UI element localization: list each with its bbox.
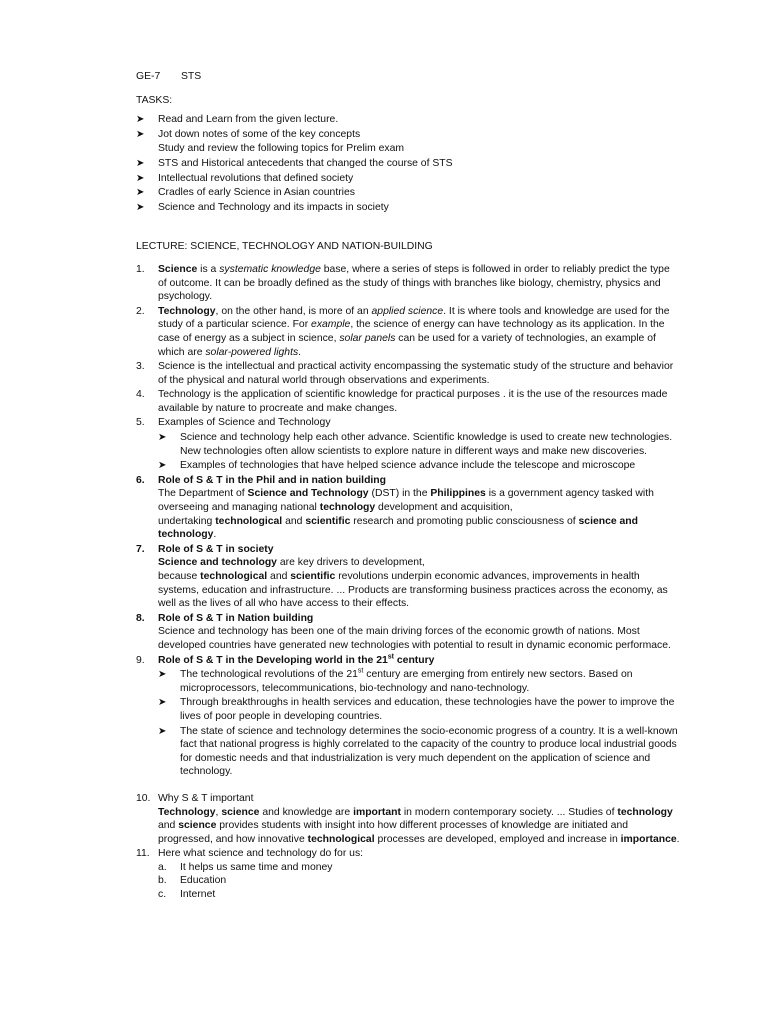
topic-item: ➤ Intellectual revolutions that defined society [136,172,354,184]
list-item: 3. Science is the intellectual and practical activity encompassing the systematic study of the structure and behavior of the physical and natural world through observations and experiments. [136,361,674,386]
arrow-bullet-icon: ➤ [136,172,145,184]
list-item: 4. Technology is the application of scientific knowledge for practical purposes . it is the use of the resources made available by nature to procreate and make changes. [136,389,668,414]
list-item: 8. Role of S & T in Nation building Science and technology has been one of the main driving forces of the economic growth of nations. Most developed countries have generated new technologies with potential to result in dynamic economic performace. [136,612,681,653]
topic-item: ➤ STS and Historical antecedents that changed the course of STS [136,157,453,169]
lettered-item: b. Education [158,875,227,887]
list-item: 10. Why S & T important Technology, science and knowledge are important in modern contemporary society. ... Studies of technology and science provides students with insight into how different processes of knowledge are initiated and progressed, and how innovative technological processes are developed, employed and increase in importance. [136,792,680,845]
list-item: 7. Role of S & T in society Science and technology are key drivers to development, because technological and scientific revolutions underpin economic advances, improvements in health systems, education and infrastructure. ... Products are transforming business practices across the economy, as well as the lives of all who have access to their effects. [136,543,681,611]
tasks-list [136,113,681,214]
arrow-bullet-icon: ➤ [158,460,167,472]
arrow-bullet-icon: ➤ [158,432,167,444]
section-heading: Role of S & T in society [158,543,274,555]
lettered-item: c. Internet [158,889,216,901]
list-item: 11. Here what science and technology do for us: a. It helps us same time and money b. Education c. Internet [136,847,681,901]
arrow-bullet-icon: ➤ [136,114,145,126]
arrow-bullet-icon: ➤ [158,697,167,709]
sub-item: ➤ Science and technology help each other advance. Scientific knowledge is used to create new technologies. New technologies often allow scientists to explore nature in different ways and make new discoveries. [158,432,673,457]
paragraph: undertaking technological and scientific research and promoting public consciousness of science and technology. [158,515,639,541]
arrow-bullet-icon: ➤ [136,157,145,169]
sub-item: ➤ The state of science and technology determines the socio-economic progress of a country. It is a well-known fact that national progress is highly correlated to the capacity of the country to produce local industrial goods for domestic needs and that industrialization is very much dependent on the application of science and technology. [158,725,678,778]
list-item: 6. Role of S & T in the Phil and in nation building The Department of Science and Technology (DST) in the Philippines is a government agency tasked with overseeing and managing national technology development and acquisition, undertaking technological and scientific research and promoting public consciousness of science and technology. [136,474,681,542]
paragraph: Science and technology has been one of the main driving forces of the economic growth of nations. Most developed countries have generated new technologies with potential to result in dynamic economic performace. [158,626,671,651]
arrow-bullet-icon: ➤ [158,669,167,681]
sub-item: ➤ Through breakthroughs in health services and education, these technologies have the power to improve the lives of poor people in developing countries. [158,697,675,722]
lettered-item: a. It helps us same time and money [158,861,333,873]
list-item: 1. Science is a systematic knowledge base, where a series of steps is followed in order to reliably predict the type of outcome. It can be broadly defined as the study of things with branches like biology, chemistry, physics and psychology. [136,263,670,303]
topic-item: ➤ Cradles of early Science in Asian countries [136,187,355,199]
paragraph: Technology, science and knowledge are important in modern contemporary society. ... Studies of technology and science provides students with insight into how different processes of knowledge are initiated and progressed, and how innovative technological processes are developed, employed and increase in importance. [158,806,680,845]
list-item: 9. Role of S & T in the Developing world in the 21st century ➤ The technological revolutions of the 21st century are emerging from entirely new sectors. Based on microprocessors, telecommunications, bio-technology and nano-technology. ➤ Through breakthroughs in health services and education, these technologies have the power to improve the lives of poor people in developing countries. ➤ The state of science and technology determines the socio-economic progress of a country. It is a well-known fact that national progress is highly correlated to the capacity of the country to produce local industrial goods for domestic needs and that industrialization is very much dependent on the application of science and technology. [136,654,681,779]
sub-item: ➤ The technological revolutions of the 21st century are emerging from entirely new sectors. Based on microprocessors, telecommunications, bio-technology and nano-technology. [158,667,633,694]
topic-item: ➤ Science and Technology and its impacts in society [136,201,389,213]
document-page [136,70,681,903]
arrow-bullet-icon: ➤ [136,187,145,199]
section-heading: Role of S & T in Nation building [158,612,314,624]
section-heading: Why S & T important [158,792,254,804]
task-item: ➤ Jot down notes of some of the key concepts [136,128,361,140]
course-code: GE-7 [136,71,161,82]
sub-item: ➤ Examples of technologies that have helped science advance include the telescope and microscope [158,460,636,472]
arrow-bullet-icon: ➤ [136,128,145,140]
paragraph: Science and technology are key drivers to development, [158,557,425,569]
list-item: 5. Examples of Science and Technology ➤ Science and technology help each other advance. Scientific knowledge is used to create new technologies. New technologies often allow scientists to explore nature in different ways and make new discoveries. ➤ Examples of technologies that have helped science advance include the telescope and microscope [136,416,681,472]
arrow-bullet-icon: ➤ [136,201,145,213]
task-item: ➤ Read and Learn from the given lecture. [136,114,339,126]
course-subject: STS [181,71,202,82]
section-heading: Here what science and technology do for us: [158,848,364,860]
lecture-title: LECTURE: SCIENCE, TECHNOLOGY AND NATION-BUILDING [136,241,433,253]
paragraph: The Department of Science and Technology (DST) in the Philippines is a government agency tasked with overseeing and managing national technology development and acquisition, [158,488,654,514]
tasks-title: TASKS: [136,94,173,106]
list-item: 2. Technology, on the other hand, is more of an applied science. It is where tools and knowledge are used for the study of a particular science. For example, the science of energy can have technology as its application. In the case of energy as a subject in science, solar panels can be used for a variety of technologies, an example of which are solar-powered lights. [136,305,670,358]
arrow-bullet-icon: ➤ [158,725,167,737]
paragraph: because technological and scientific revolutions underpin economic advances, improvements in health systems, education and infrastructure. ... Products are transforming business practices across the economy, as well as the lives of all who have access to their effects. [158,571,668,610]
task-subline: Study and review the following topics for Prelim exam [158,143,405,155]
section-heading: Role of S & T in the Developing world in the 21st century [158,653,435,666]
course-header [136,70,681,84]
section-heading: Role of S & T in the Phil and in nation building [158,474,387,486]
